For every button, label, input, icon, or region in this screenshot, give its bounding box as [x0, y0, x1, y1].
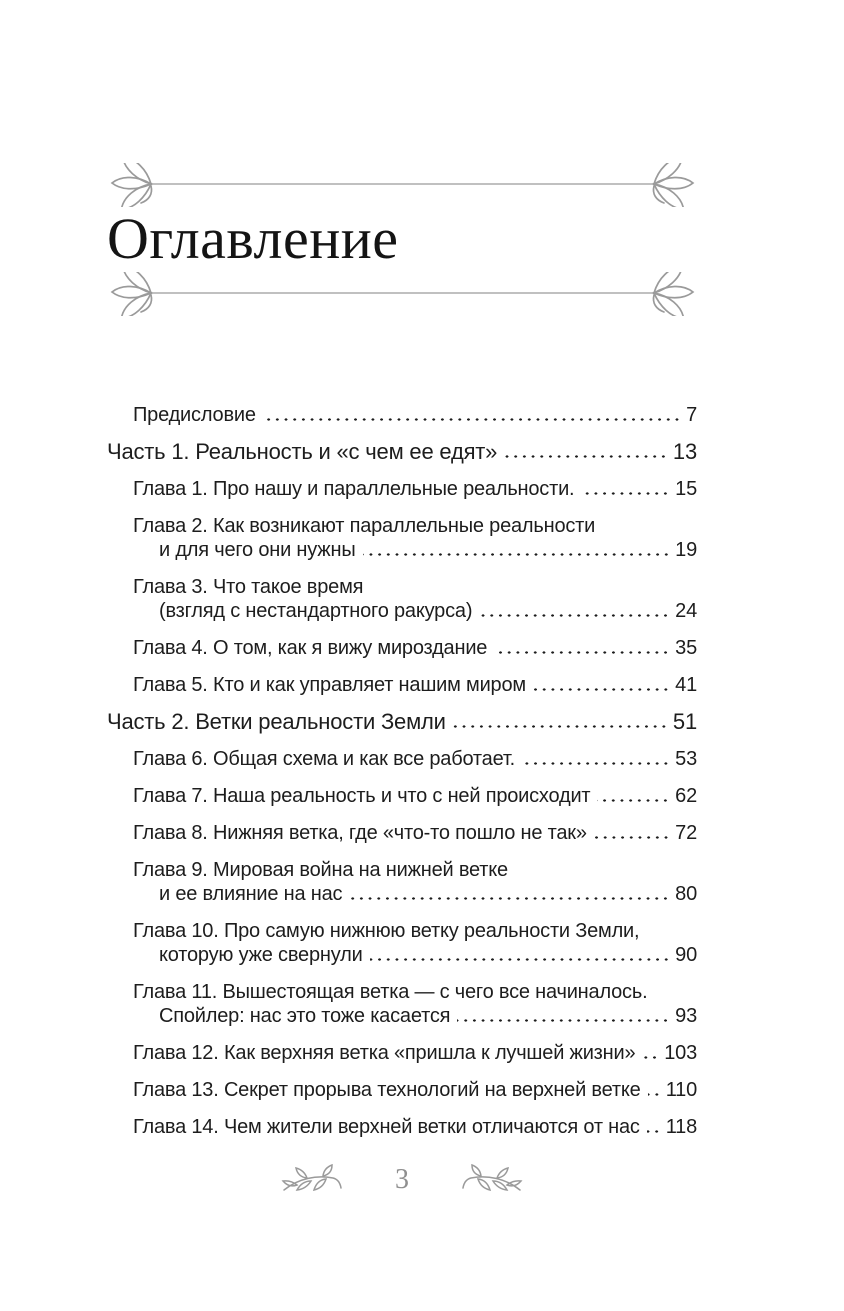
toc-line: [133, 1004, 697, 1028]
toc-entry-text: и ее влияние на нас: [159, 883, 343, 905]
toc-entry-front: [107, 403, 697, 427]
toc-page-number: 19: [675, 539, 697, 561]
toc-entry-text: Глава 2. Как возникают параллельные реальности: [133, 515, 596, 537]
toc-line: [133, 943, 697, 967]
laurel-sprig-right-icon: [461, 1164, 523, 1200]
toc-entry-chapter: [107, 575, 697, 623]
toc-entry-chapter: [107, 636, 697, 660]
toc-entry-text: Глава 1. Про нашу и параллельные реальности.: [133, 478, 575, 500]
toc-line: [133, 403, 697, 427]
toc-entry-text: Глава 13. Секрет прорыва технологий на верхней ветке: [133, 1079, 641, 1101]
toc-page-number: 51: [672, 709, 697, 734]
toc-entry-text: Спойлер: нас это тоже касается: [159, 1005, 451, 1027]
toc-entry-chapter: [107, 673, 697, 697]
page-number: 3: [395, 1164, 409, 1195]
toc-entry-text: Глава 14. Чем жители верхней ветки отличаются от нас: [133, 1116, 640, 1138]
toc-page-number: 118: [665, 1116, 697, 1138]
toc-line: [133, 514, 697, 538]
toc-line: [133, 858, 697, 882]
toc-line: [133, 1041, 697, 1065]
toc-line: [133, 980, 697, 1004]
toc-entry-text: и для чего они нужны: [159, 539, 356, 561]
toc-entry-text: Часть 1. Реальность и «с чем ее едят»: [107, 439, 498, 464]
toc-entry-text: Глава 11. Вышестоящая ветка — с чего все начиналось.: [133, 981, 648, 1003]
toc-line: [133, 477, 697, 501]
toc-entry-chapter: [107, 1078, 697, 1102]
toc-entry-chapter: [107, 858, 697, 906]
toc-leader-dots: [363, 538, 672, 562]
toc-entry-chapter: [107, 1041, 697, 1065]
leaf-rule-icon: [107, 163, 697, 207]
bottom-leaf-rule-ornament: [107, 272, 697, 316]
toc-line: [133, 821, 697, 845]
leaf-cluster-left-icon: [112, 163, 155, 207]
toc-page-number: 35: [675, 637, 697, 659]
toc-leader-dots: [581, 477, 671, 501]
toc-entry-part: [107, 710, 697, 734]
toc-leader-dots: [457, 1004, 671, 1028]
toc-leader-dots: [263, 403, 682, 427]
toc-entry-chapter: [107, 747, 697, 771]
toc-leader-dots: [594, 821, 671, 845]
toc-page-number: 62: [675, 785, 697, 807]
toc-leader-dots: [494, 636, 671, 660]
toc-page-number: 110: [665, 1079, 697, 1101]
page-footer: [107, 1164, 697, 1200]
leaf-cluster-right-icon: [650, 163, 693, 207]
toc-leader-dots: [349, 882, 671, 906]
toc-line: [133, 882, 697, 906]
toc-page-number: 90: [675, 944, 697, 966]
toc-entry-text: Глава 10. Про самую нижнюю ветку реальности Земли,: [133, 920, 640, 942]
toc-entry-chapter: [107, 477, 697, 501]
toc-page-number: 13: [672, 439, 697, 464]
toc-entry-text: которую уже свернули: [159, 944, 363, 966]
toc-line: [107, 440, 697, 464]
toc-leader-dots: [522, 747, 671, 771]
laurel-sprig-left-icon: [281, 1164, 343, 1200]
page-title: Оглавление: [107, 206, 399, 271]
toc-entry-text: Глава 12. Как верхняя ветка «пришла к лучшей жизни»: [133, 1042, 636, 1064]
toc-entry-text: Предисловие: [133, 404, 256, 426]
toc-line: [133, 636, 697, 660]
toc-page-number: 7: [686, 404, 697, 426]
toc-entry-text: Глава 5. Кто и как управляет нашим миром: [133, 674, 526, 696]
toc-entry-part: [107, 440, 697, 464]
toc-leader-dots: [648, 1078, 662, 1102]
toc-line: [133, 575, 697, 599]
toc-line: [133, 784, 697, 808]
toc-line: [133, 919, 697, 943]
leaf-rule-icon: [107, 272, 697, 316]
toc-list: [107, 403, 697, 1152]
toc-entry-text: Глава 9. Мировая война на нижней ветке: [133, 859, 508, 881]
toc-entry-chapter: [107, 919, 697, 967]
toc-leader-dots: [597, 784, 671, 808]
toc-page-number: 103: [664, 1042, 697, 1064]
toc-page-number: 15: [675, 478, 697, 500]
toc-leader-dots: [647, 1115, 662, 1139]
toc-page-number: 41: [675, 674, 697, 696]
toc-line: [133, 1115, 697, 1139]
toc-entry-chapter: [107, 1115, 697, 1139]
toc-line: [107, 710, 697, 734]
toc-entry-text: Глава 7. Наша реальность и что с ней происходит: [133, 785, 591, 807]
toc-entry-chapter: [107, 514, 697, 562]
toc-entry-text: Глава 4. О том, как я вижу мироздание: [133, 637, 488, 659]
toc-entry-chapter: [107, 980, 697, 1028]
toc-line: [133, 538, 697, 562]
toc-page-number: 72: [675, 822, 697, 844]
toc-leader-dots: [642, 1041, 660, 1065]
leaf-cluster-left-icon: [112, 272, 155, 316]
top-leaf-rule-ornament: [107, 163, 697, 207]
toc-line: [133, 599, 697, 623]
toc-entry-text: (взгляд с нестандартного ракурса): [159, 600, 473, 622]
toc-leader-dots: [533, 673, 671, 697]
toc-entry-text: Глава 6. Общая схема и как все работает.: [133, 748, 515, 770]
toc-entry-text: Глава 8. Нижняя ветка, где «что-то пошло не так»: [133, 822, 587, 844]
toc-line: [133, 673, 697, 697]
toc-leader-dots: [504, 440, 669, 464]
toc-page-number: 93: [675, 1005, 697, 1027]
toc-leader-dots: [370, 943, 672, 967]
toc-leader-dots: [453, 710, 669, 734]
leaf-cluster-right-icon: [650, 272, 693, 316]
toc-leader-dots: [479, 599, 671, 623]
toc-page-number: 53: [675, 748, 697, 770]
toc-line: [133, 1078, 697, 1102]
toc-entry-text: Глава 3. Что такое время: [133, 576, 364, 598]
toc-entry-chapter: [107, 784, 697, 808]
toc-line: [133, 747, 697, 771]
toc-page-number: 80: [675, 883, 697, 905]
toc-entry-chapter: [107, 821, 697, 845]
content-column: [107, 0, 697, 1311]
toc-page-number: 24: [675, 600, 697, 622]
toc-entry-text: Часть 2. Ветки реальности Земли: [107, 709, 446, 734]
